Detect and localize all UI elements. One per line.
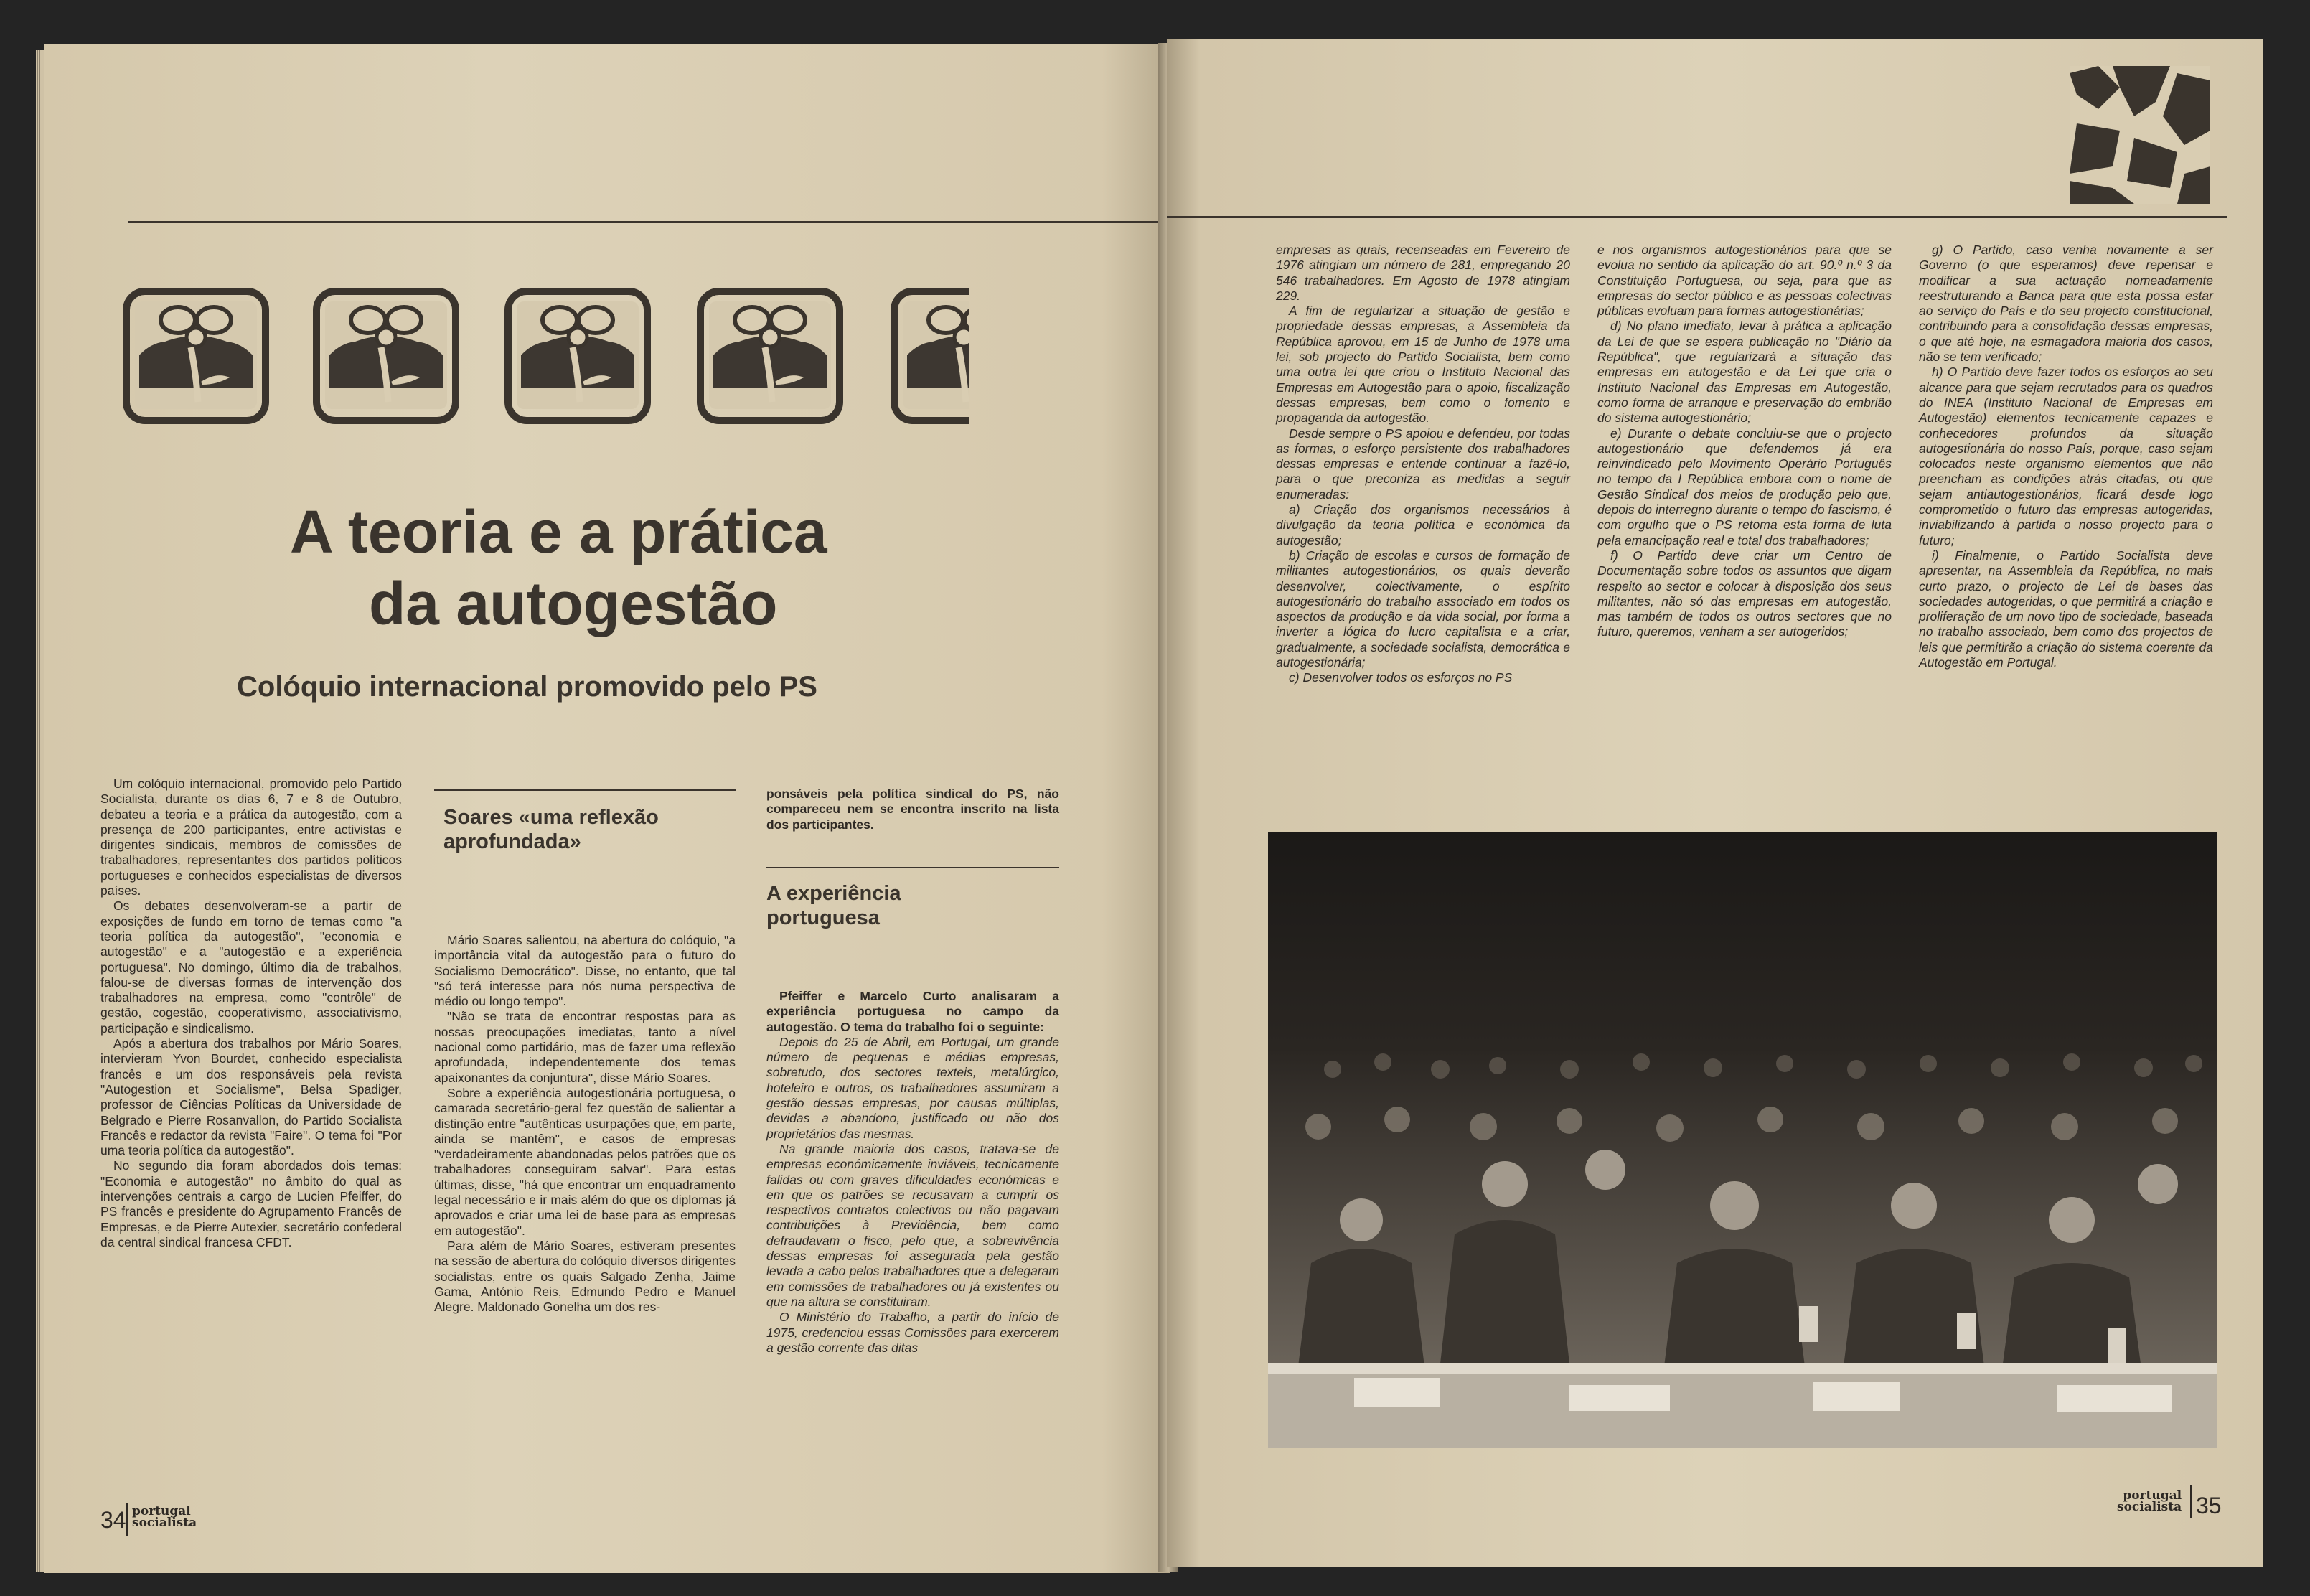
top-rule-left: [128, 221, 1161, 223]
section-heading-experiencia: A experiência portuguesa: [766, 882, 901, 929]
paragraph: Depois do 25 de Abril, em Portugal, um grande número de pequenas e médias empresas, sobretudo, dos sectores texteis, metalúrgico, hoteleiro e outros, os trabalhadores assumiram a gestão dessas empresas, por causas múltiplas, devidas a abandono, justificado ou não dos proprietários das mesmas.: [766, 1034, 1059, 1141]
top-rule-right: [1167, 216, 2227, 218]
footer-divider-left: [126, 1503, 128, 1536]
paragraph: i) Finalmente, o Partido Socialista deve apresentar, na Assembleia da República, no mais curto prazo, o projecto de Lei de bases das sociedades autogeridas, o que permitirá a criação e proliferação de um novo tipo de sociedade, baseada no trabalho associado, bem como dos projectos de leis que permitirão a criação do sistema coerente da Autogestão em Portugal.: [1919, 548, 2213, 670]
paragraph: e) Durante o debate concluiu-se que o projecto autogestionário que defendemos já era reinvindicado pelo Movimento Operário Português no tempo da I República embora com o nome de Gestão Sindical dos meios de produção pelo que, depois do interregno durante o tempo do fascismo, é com orgulho que o PS retoma esta forma de luta pela emancipação real e total dos trabalhadores;: [1597, 426, 1892, 548]
col3-rule: [766, 867, 1059, 868]
brand-line: socialista: [2117, 1500, 2182, 1514]
paragraph: e nos organismos autogestionários para que se evolua no sentido da aplicação do art. 90.º n.º 3 da Constituição Portuguesa, ou seja, para que as empresas do sector público e as pessoas colectivas públicas evoluam para formas autogestionárias;: [1597, 243, 1892, 319]
right-col3: [1919, 243, 2213, 670]
flower-emblem-icon: [700, 291, 840, 421]
emblem-strip: [122, 287, 969, 431]
brand-line: portugal: [2123, 1488, 2182, 1503]
article-subtitle: Colóquio internacional promovido pelo PS: [237, 671, 817, 703]
section-heading-soares: Soares «uma reflexão aprofundada»: [443, 806, 659, 853]
paragraph: Na grande maioria dos casos, tratava-se de empresas económicamente inviáveis, tecnicamente falidas ou com graves dificuldades económicas e em que os patrões se recusavam a cumprir os respectivos contratos colectivos ou não pagavam contribuições à Previdência, bem como defraudavam o fisco, pelo que, a sobrevivência dessas empresas foi assegurada pela gestão levada a cabo pelos trabalhadores que a delegaram em comissões de trabalhadores ou já existentes ou que na altura se constituiram.: [766, 1141, 1059, 1309]
paragraph: Os debates desenvolveram-se a partir de exposições de fundo em torno de temas como "a teoria política da autogestão", "economia e autogestão" e a "autogestão e a experiência portuguesa". No domingo, último dia de trabalhos, falou-se de diversas formas de intervenção dos trabalhadores na empresa, como "contrôle" de gestão, cogestão, cooperativismo, associativismo, participação e sindicalismo.: [100, 898, 402, 1036]
paragraph: A fim de regularizar a situação de gestão e propriedade dessas empresas, a Assembleia da República aprovou, em 15 de Junho de 1978 uma lei, sob projecto do Partido Socialista, bem como uma outra lei que criou o Instituto Nacional das Empresas em Autogestão para o apoio, fiscalização dessas empresas, bem como o fomento e propaganda da autogestão.: [1276, 304, 1570, 426]
paragraph: Sobre a experiência autogestionária portuguesa, o camarada secretário-geral fez questão de salientar a distinção entre "autênticas usurpações que, em parte, ainda se mantêm", e casos de empresas "verdadeiramente abandonadas pelos patrões que os trabalhadores conseguiram salvar". Para estas últimas, disse, "há que encontrar um enquadramento legal necessário e ir mais além do que os diplomas já aprovados e criar uma lei de base para as empresas em autogestão".: [434, 1085, 736, 1238]
brand-line: socialista: [132, 1516, 197, 1530]
paragraph: f) O Partido deve criar um Centro de Documentação sobre todos os assuntos que digam respeito ao sector e colocar à disposição dos seus militantes, não só das empresas em autogestão, mas também de todos os outros sectores que no futuro, queremos, venham a ser autogeridos;: [1597, 548, 1892, 639]
paragraph: Para além de Mário Soares, estiveram presentes na sessão de abertura do colóquio diversos dirigentes socialistas, entre os quais Salgado Zenha, Jaime Gama, António Reis, Edmundo Pedro e Manuel Alegre. Maldonado Gonelha um dos res-: [434, 1238, 736, 1315]
paragraph: "Não se trata de encontrar respostas para as nossas preocupações imediatas, tanto a nível nacional como partidário, mas de fazer uma reflexão aprofundada, independentemente dos temas apaixonantes da conjuntura", disse Mário Soares.: [434, 1009, 736, 1085]
right-col1: [1276, 243, 1570, 686]
flower-emblem-icon: [894, 291, 969, 421]
brand-logo-right: [2117, 1490, 2182, 1513]
right-col2: [1597, 243, 1892, 640]
brand-line: portugal: [132, 1504, 191, 1518]
conference-photo: [1268, 832, 2217, 1448]
article-title-line2: da autogestão: [369, 570, 778, 637]
left-col3: [766, 989, 1059, 1356]
paragraph: O Ministério do Trabalho, a partir do início de 1975, credenciou essas Comissões para exercerem a gestão corrente das ditas: [766, 1310, 1059, 1355]
paragraph: b) Criação de escolas e cursos de formação de militantes autogestionários, os quais deverão desenvolver, colectivamente, o espírito autogestionário do trabalho associado em todos os aspectos da produção e da vida social, por forma a inverter a lógica do lucro capitalista e a criar, gradualmente, a sociedade socialista, democrática e autogestionária;: [1276, 548, 1570, 670]
left-col3-top: ponsáveis pela política sindical do PS, não compareceu nem se encontra inscrito na lista dos participantes.: [766, 787, 1059, 832]
paragraph: a) Criação dos organismos necessários à divulgação da teoria política e económica da autogestão;: [1276, 502, 1570, 548]
paragraph: h) O Partido deve fazer todos os esforços ao seu alcance para que sejam recrutados para os quadros do INEA (Instituto Nacional de Empresas em Autogestão) elementos tecnicamente capazes e conhecedores profundos da situação autogestionária do nosso País, porque, caso sejam colocados neste organismo elementos que não preencham as condições atrás citadas, ou que sejam antiautogestionários, ficará desde logo comprometido o futuro das empresas autogeridas, inviabilizando à partida o nosso projecto para o futuro;: [1919, 365, 2213, 548]
footer-divider-right: [2190, 1485, 2192, 1518]
paragraph: Pfeiffer e Marcelo Curto analisaram a experiência portuguesa no campo da autogestão. O tema do trabalho foi o seguinte:: [766, 989, 1059, 1034]
paragraph: Desde sempre o PS apoiou e defendeu, por todas as formas, o esforço persistente dos trabalhadores dessas empresas e entende continuar a fazê-lo, para o que preconiza as medidas a seguir enumeradas:: [1276, 426, 1570, 502]
page-number-left: 34: [100, 1507, 126, 1533]
article-title-line1: A teoria e a prática: [290, 498, 827, 565]
flower-emblem-icon: [508, 291, 647, 421]
paragraph: Mário Soares salientou, na abertura do colóquio, "a importância vital da autogestão para o futuro do Socialismo Democrático". Disse, no entanto, que tal "só terá interesse para nós numa perspectiva de médio ou longo tempo".: [434, 933, 736, 1009]
paragraph: Um colóquio internacional, promovido pelo Partido Socialista, durante os dias 6, 7 e 8 de Outubro, debateu a teoria e a prática da autogestão, com a presença de 200 participantes, entre activistas e dirigentes sindicais, membros de comissões de trabalhadores, representantes dos partidos políticos portugueses e conhecidos especialistas de diversos países.: [100, 776, 402, 898]
left-col1: [100, 776, 402, 1250]
paragraph: No segundo dia foram abordados dois temas: "Economia e autogestão" no âmbito do qual as intervenções centrais a cargo de Lucien Pfeiffer, do PS francês e presidente do Agrupamento Francês de Empresas, e de Pierre Autexier, secretário confederal da central sindical francesa CFDT.: [100, 1158, 402, 1249]
page-number-right: 35: [2196, 1493, 2222, 1518]
abstract-graphic-icon: [2070, 66, 2210, 204]
paragraph: empresas as quais, recenseadas em Fevereiro de 1976 atingiam um número de 281, empregando 20 546 trabalhadores. Em Agosto de 1978 atingiam 229.: [1276, 243, 1570, 303]
paragraph: g) O Partido, caso venha novamente a ser Governo (o que esperamos) deve repensar e modificar a sua actuação nomeadamente reestruturando a Banca para que esta possa estar ao serviço do País e do seu projecto constitucional, contribuindo para a consolidação dessas empresas, o que até hoje, na esmagadora maioria dos casos, não se tem verificado;: [1919, 243, 2213, 365]
brand-logo-left: [132, 1506, 197, 1529]
col2-rule: [434, 789, 736, 791]
flower-emblem-icon: [126, 291, 266, 421]
left-col2: [434, 933, 736, 1315]
flower-emblem-icon: [316, 291, 456, 421]
conference-photo-image: [1268, 832, 2217, 1448]
paragraph: d) No plano imediato, levar à prática a aplicação da Lei de que se espera publicação no "Diário da República", que regularizará a situação das empresas em autogestão e da Lei que cria o Instituto Nacional das Empresas em Autogestão, como forma de arranque e preservação do embrião do sistema autogestionário;: [1597, 319, 1892, 426]
paragraph: c) Desenvolver todos os esforços no PS: [1289, 670, 1513, 685]
paragraph: Após a abertura dos trabalhos por Mário Soares, intervieram Yvon Bourdet, conhecido especialista francês e um dos responsáveis pela revista "Autogestion et Socialisme", Belsa Spadiger, professor de Ciências Políticas da Universidade de Belgrado e Pierre Rosanvallon, do Partido Socialista Francês e redactor da revista "Faire". O tema foi "Por uma teoria política da autogestão".: [100, 1036, 402, 1158]
